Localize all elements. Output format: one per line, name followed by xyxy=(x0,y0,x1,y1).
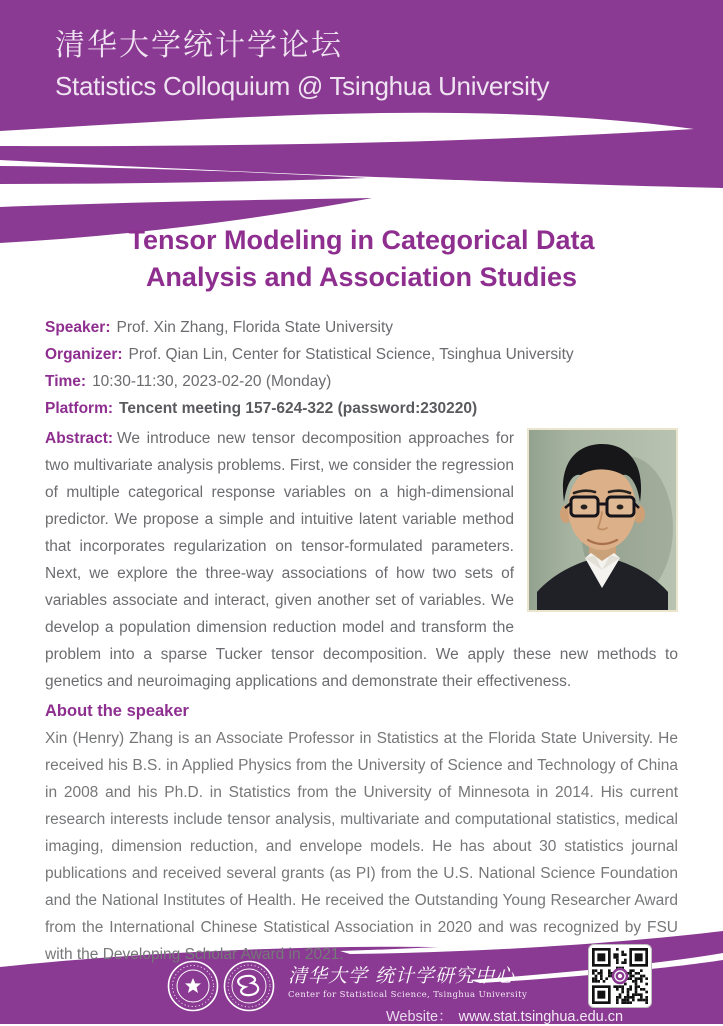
organizer-label: Organizer: xyxy=(45,346,123,363)
abstract-text: We introduce new tensor decomposition approaches for two multivariate analysis problems. First, we consider the regression of multiple categorical response variables on a high-dimensional predictor. We propose a simple and intuitive latent variable method that incorporates regularization on tensor-formulated parameters. Next, we explore the three-way associations of how two sets of variables associate and interact, given another set of variables. We develop a population dimension reduction model and transform the problem into a sparse Tucker tensor decomposition. We apply these new methods to genetics and neuroimaging applications and demonstrate their effectiveness. xyxy=(45,430,678,690)
organizer-value: Prof. Qian Lin, Center for Statistical Science, Tsinghua University xyxy=(128,346,574,363)
info-row-platform xyxy=(45,395,678,422)
center-name-block xyxy=(288,964,527,1000)
speaker-portrait-illustration xyxy=(529,430,676,610)
talk-title xyxy=(0,222,723,296)
header-title-en: Statistics Colloquium @ Tsinghua University xyxy=(55,71,550,101)
website-label: Website： xyxy=(386,1009,453,1025)
platform-label: Platform: xyxy=(45,400,114,417)
tsinghua-university-seal-icon xyxy=(167,960,219,1012)
abstract-section xyxy=(45,425,678,695)
speaker-bio-text: Xin (Henry) Zhang is an Associate Professor in Statistics at the Florida State University. He received his B.S. in Applied Physics from the University of Science and Technology of China in 2008 and his Ph.D. in Statistics from the University of Minnesota in 2014. His current research interests include tensor analysis, multivariate and computational statistics, medical imaging, dimension reduction, and envelope models. He has about 30 statistics journal publications and received several grants (as PI) from the U.S. National Science Foundation and the National Institutes of Health. He received the Outstanding Young Researcher Award from the International Chinese Statistical Association in 2020 and was recognized by FSU with the Developing Scholar Award in 2021. xyxy=(45,730,678,963)
footer xyxy=(0,920,723,1024)
center-name-en: Center for Statistical Science, Tsinghua University xyxy=(288,990,528,1000)
time-value: 10:30-11:30, 2023-02-20 (Monday) xyxy=(92,373,332,390)
speaker-photo xyxy=(527,428,678,612)
platform-value: Tencent meeting 157-624-322 (password:230220) xyxy=(119,400,478,417)
main-content xyxy=(45,314,678,968)
about-speaker-heading: About the speaker xyxy=(45,702,189,720)
time-label: Time: xyxy=(45,373,87,390)
website-line xyxy=(386,1005,623,1026)
info-row-speaker xyxy=(45,314,678,341)
statistics-center-seal-icon xyxy=(223,960,275,1012)
info-row-organizer xyxy=(45,341,678,368)
center-name-zh: 清华大学 统计学研究中心 xyxy=(288,965,516,987)
speaker-value: Prof. Xin Zhang, Florida State University xyxy=(116,319,394,336)
website-url[interactable]: www.stat.tsinghua.edu.cn xyxy=(458,1009,624,1025)
qr-code xyxy=(588,944,652,1008)
abstract-label: Abstract: xyxy=(45,430,114,447)
info-row-time xyxy=(45,368,678,395)
header xyxy=(55,26,549,104)
speaker-label: Speaker: xyxy=(45,319,111,336)
header-title-zh: 清华大学统计学论坛 xyxy=(55,29,343,62)
talk-title-text: Tensor Modeling in Categorical Data Analysis and Association Studies xyxy=(128,225,595,292)
